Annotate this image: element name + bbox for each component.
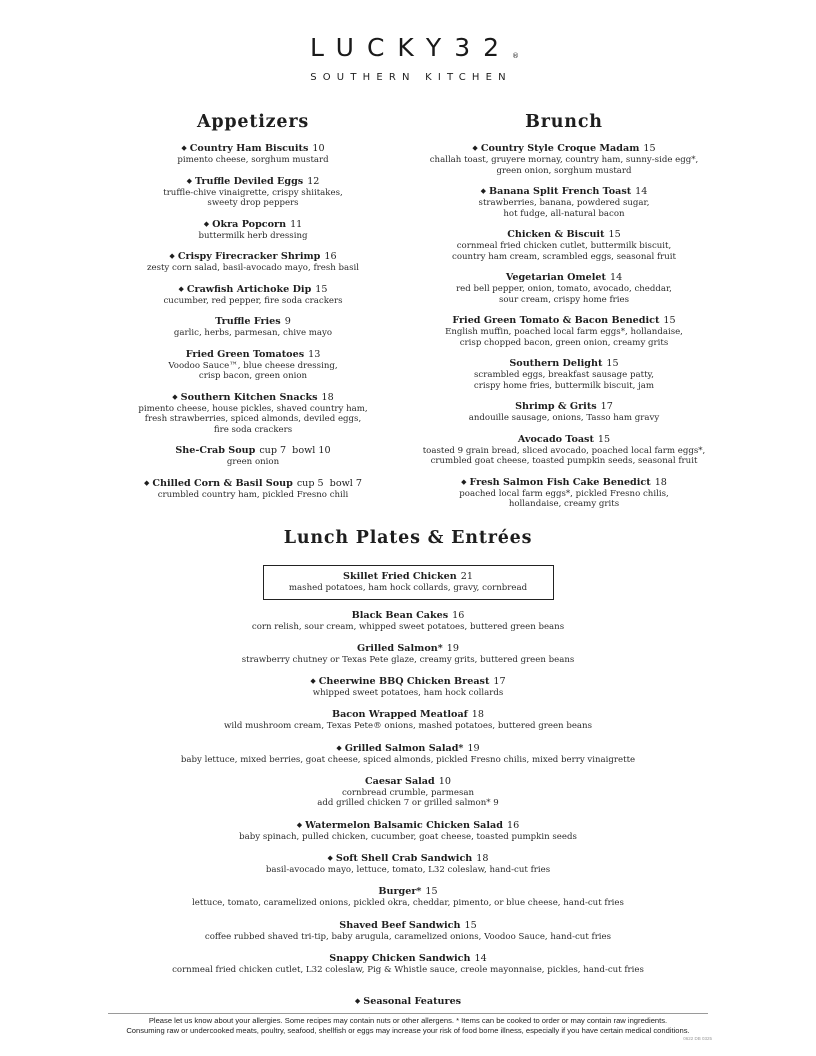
bowl-price: bowl 7 — [329, 477, 363, 489]
menu-item-header — [112, 349, 394, 361]
menu-item-price: 15 — [608, 229, 621, 240]
menu-item-price: 15 — [643, 143, 656, 154]
menu-item-price: 15 — [464, 919, 477, 931]
menu-item-header — [108, 853, 708, 865]
menu-item-description: fresh strawberries, spiced almonds, deviled eggs, — [144, 414, 362, 424]
menu-item — [108, 743, 708, 766]
seasonal-features — [0, 996, 816, 1008]
menu-item-name: Truffle Fries — [215, 316, 281, 327]
menu-item — [112, 478, 394, 501]
menu-item-header — [112, 478, 394, 490]
menu-item-name: Avocado Toast — [517, 433, 594, 445]
menu-item — [112, 349, 394, 382]
menu-item-header — [264, 571, 553, 583]
menu-item-header — [108, 886, 708, 898]
menu-item — [108, 820, 708, 843]
brunch-title: Brunch — [525, 112, 603, 132]
menu-item-price: 18 — [471, 709, 485, 721]
menu-item-description: basil-avocado mayo, lettuce, tomato, L32 coleslaw, hand-cut fries — [265, 865, 551, 876]
brunch-section — [416, 112, 712, 520]
menu-item-name: Vegetarian Omelet — [505, 272, 606, 283]
menu-item-price: 16 — [452, 609, 465, 621]
diamond-icon: ◆ — [178, 284, 184, 293]
menu-item-header — [416, 315, 712, 327]
menu-item-header — [112, 284, 394, 296]
menu-item-description: cornbread crumble, parmesan — [341, 787, 475, 798]
menu-item-header — [108, 776, 708, 788]
menu-item-name: Grilled Salmon* — [357, 642, 443, 654]
diamond-icon: ◆ — [461, 477, 467, 486]
diamond-icon: ◆ — [172, 392, 178, 401]
menu-item-price: 14 — [635, 186, 648, 197]
menu-item-header — [416, 434, 712, 446]
menu-item-description: crisp bacon, green onion — [198, 371, 308, 381]
menu-item-name: Bacon Wrapped Meatloaf — [331, 709, 468, 721]
menu-item-description: strawberry chutney or Texas Pete glaze, creamy grits, buttered green beans — [241, 654, 575, 665]
menu-item-header — [416, 401, 712, 413]
menu-item-price: 14 — [474, 952, 487, 964]
brand-name: LUCKY32 — [309, 33, 513, 62]
menu-item — [416, 358, 712, 391]
brunch-list — [416, 143, 712, 510]
menu-item-description: crisp chopped bacon, green onion, creamy grits — [459, 337, 669, 348]
menu-item-description: baby spinach, pulled chicken, cucumber, goat cheese, toasted pumpkin seeds — [239, 831, 577, 842]
menu-item-name: Burger* — [378, 886, 422, 898]
bowl-price: bowl 10 — [292, 445, 331, 456]
menu-item — [416, 229, 712, 262]
menu-item — [108, 643, 708, 666]
menu-item-price: 19 — [446, 642, 459, 654]
menu-item — [108, 709, 708, 732]
menu-item-description: crumbled country ham, pickled Fresno chili — [157, 489, 349, 500]
menu-item-price: 14 — [609, 272, 623, 283]
menu-item-description: buttermilk herb dressing — [198, 230, 308, 241]
logo-tagline: SOUTHERN KITCHEN — [310, 72, 512, 83]
menu-item-price: 18 — [654, 476, 667, 488]
cup-price: cup 5 — [296, 477, 324, 489]
menu-item-description: pimento cheese, sorghum mustard — [177, 155, 329, 165]
menu-item — [112, 445, 394, 468]
lunch-section — [108, 528, 708, 986]
appetizers-section — [112, 112, 394, 510]
menu-item-name: Skillet Fried Chicken — [343, 571, 457, 582]
menu-item-price: 13 — [308, 348, 321, 360]
menu-item — [416, 143, 712, 176]
diamond-icon: ◆ — [480, 187, 486, 195]
menu-item — [108, 676, 708, 699]
menu-item-description: sour cream, crispy home fries — [498, 294, 630, 305]
menu-item-header — [416, 186, 712, 198]
menu-item-description: add grilled chicken 7 or grilled salmon* 9 — [317, 798, 499, 809]
menu-item-price: 9 — [284, 316, 291, 327]
diamond-icon: ◆ — [296, 820, 303, 829]
menu-item-header — [108, 610, 708, 622]
diamond-icon: ◆ — [472, 144, 478, 152]
logo-wordmark — [0, 34, 816, 62]
disclaimer-line-2: Consuming raw or undercooked meats, poultry, seafood, shellfish or eggs may increase your risk of food borne illness, especially if you have certain medical conditions. — [126, 1026, 690, 1035]
menu-item-name: Cheerwine BBQ Chicken Breast — [318, 676, 490, 688]
menu-item-header — [112, 219, 394, 231]
menu-item-price: 10 — [312, 143, 325, 154]
menu-item-description: garlic, herbs, parmesan, chive mayo — [173, 328, 333, 338]
cup-price: cup 7 — [259, 445, 287, 456]
menu-item-header — [416, 229, 712, 241]
menu-item-description: crispy home fries, buttermilk biscuit, jam — [473, 380, 655, 391]
menu-item-description: scrambled eggs, breakfast sausage patty, — [474, 370, 654, 380]
menu-item-header — [108, 743, 708, 755]
menu-item-name: Shaved Beef Sandwich — [339, 919, 461, 931]
footer-divider — [108, 1013, 708, 1014]
menu-item-price: 15 — [606, 358, 619, 369]
menu-item — [112, 316, 394, 339]
menu-item-description: cucumber, red pepper, fire soda crackers — [163, 295, 343, 306]
menu-item-name: Chilled Corn & Basil Soup — [152, 477, 293, 489]
menu-item — [416, 401, 712, 424]
menu-item-description: challah toast, gruyere mornay, country ham, sunny-side egg*, — [429, 155, 699, 165]
menu-item-name: Fried Green Tomatoes — [185, 348, 305, 360]
menu-item — [112, 284, 394, 307]
menu-item-name: She-Crab Soup — [175, 445, 256, 456]
menu-item-price: 16 — [324, 251, 337, 262]
menu-item-description: cornmeal fried chicken cutlet, L32 coleslaw, Pig & Whistle sauce, creole mayonnaise, pickles, hand-cut fries — [172, 964, 644, 975]
diamond-icon: ◆ — [169, 252, 175, 260]
restaurant-logo — [0, 34, 816, 84]
menu-item — [112, 392, 394, 436]
appetizers-title: Appetizers — [196, 112, 310, 132]
menu-item-name: Crawfish Artichoke Dip — [186, 283, 312, 295]
menu-item — [108, 953, 708, 976]
menu-item-price: 15 — [315, 283, 328, 295]
menu-item-description: hot fudge, all-natural bacon — [503, 208, 625, 219]
menu-item — [416, 186, 712, 219]
menu-item-header — [112, 143, 394, 155]
menu-item-price: 19 — [467, 742, 480, 754]
menu-item-price: 21 — [460, 571, 473, 582]
menu-item-description: andouille sausage, onions, Tasso ham gravy — [468, 413, 660, 423]
menu-item-description: sweety drop peppers — [207, 198, 299, 208]
menu-item-name: Snappy Chicken Sandwich — [329, 952, 471, 964]
menu-item-description: truffle-chive vinaigrette, crispy shiitakes, — [163, 187, 343, 198]
menu-item-header — [112, 316, 394, 328]
menu-item-description: lettuce, tomato, caramelized onions, pickled okra, cheddar, pimento, or blue cheese, hand-cut fries — [192, 898, 624, 909]
menu-item-name: Banana Split French Toast — [489, 186, 632, 197]
menu-item — [108, 853, 708, 876]
diamond-icon: ◆ — [310, 677, 316, 686]
menu-code: 0622 DB 0325 — [683, 1036, 712, 1041]
menu-item-name: Crispy Firecracker Shrimp — [177, 251, 321, 262]
menu-item-description: hollandaise, creamy grits — [508, 499, 620, 509]
allergy-disclaimer — [40, 1016, 776, 1036]
menu-item — [108, 776, 708, 809]
menu-item-name: Chicken & Biscuit — [507, 229, 605, 240]
menu-item-description: toasted 9 grain bread, sliced avocado, poached local farm eggs*, — [422, 445, 706, 456]
menu-item-price: 12 — [307, 175, 320, 187]
menu-item-price: 16 — [506, 819, 520, 831]
menu-item-price: 15 — [597, 433, 611, 445]
diamond-icon: ◆ — [186, 176, 192, 185]
menu-item-header — [416, 477, 712, 489]
menu-item-price: 18 — [321, 391, 334, 403]
menu-item-description: green onion, sorghum mustard — [496, 165, 632, 176]
menu-item-description: crumbled goat cheese, toasted pumpkin seeds, seasonal fruit — [430, 456, 698, 466]
menu-item-description: fire soda crackers — [213, 424, 293, 435]
menu-item-header — [108, 676, 708, 688]
menu-item-header — [112, 251, 394, 263]
menu-item-price: 17 — [493, 676, 506, 688]
menu-item-price: 17 — [600, 401, 613, 412]
menu-item-header — [108, 820, 708, 832]
registered-mark: ® — [512, 52, 520, 60]
menu-item-header — [416, 143, 712, 155]
menu-item — [112, 219, 394, 242]
lunch-list — [108, 610, 708, 976]
menu-item-description: pimento cheese, house pickles, shaved country ham, — [138, 403, 368, 414]
menu-item-description: baby lettuce, mixed berries, goat cheese, spiced almonds, pickled Fresno chilis, mixed berry vinaigrette — [180, 754, 636, 765]
menu-item — [112, 176, 394, 209]
menu-item-price: 11 — [290, 218, 303, 230]
menu-item-description: whipped sweet potatoes, ham hock collards — [312, 688, 504, 699]
menu-item-name: Southern Kitchen Snacks — [180, 391, 318, 403]
menu-item-description: wild mushroom cream, Texas Pete® onions, mashed potatoes, buttered green beans — [224, 721, 592, 732]
menu-item-description: English muffin, poached local farm eggs*, hollandaise, — [445, 327, 683, 337]
menu-item-name: Okra Popcorn — [212, 218, 287, 230]
menu-item — [108, 886, 708, 909]
featured-item-box — [263, 565, 554, 600]
lunch-title: Lunch Plates & Entrées — [283, 528, 533, 548]
diamond-icon: ◆ — [336, 743, 342, 752]
menu-item-header — [108, 953, 708, 965]
menu-item — [108, 610, 708, 633]
menu-item-price: 18 — [476, 853, 489, 865]
menu-item-header — [416, 358, 712, 370]
menu-item-name: Truffle Deviled Eggs — [194, 175, 304, 187]
menu-item — [416, 434, 712, 467]
menu-item-header — [112, 176, 394, 188]
menu-item-name: Country Ham Biscuits — [189, 143, 309, 154]
diamond-icon: ◆ — [203, 219, 210, 228]
diamond-icon: ◆ — [327, 854, 333, 863]
diamond-icon: ◆ — [181, 144, 187, 152]
menu-item — [108, 920, 708, 943]
menu-item-name: Grilled Salmon Salad* — [344, 742, 464, 754]
seasonal-label: Seasonal Features — [363, 996, 462, 1007]
menu-item-description: strawberries, banana, powdered sugar, — [478, 198, 650, 208]
menu-item-name: Black Bean Cakes — [351, 609, 449, 621]
menu-item-description: Voodoo Sauce™, blue cheese dressing, — [168, 360, 338, 371]
menu-item-header — [108, 709, 708, 721]
menu-item-description: mashed potatoes, ham hock collards, gravy, cornbread — [288, 583, 528, 593]
menu-item — [416, 315, 712, 348]
diamond-icon: ◆ — [354, 996, 361, 1005]
menu-item-header — [108, 643, 708, 655]
menu-item-header — [416, 272, 712, 284]
menu-item-name: Soft Shell Crab Sandwich — [335, 853, 473, 865]
menu-item-name: Fried Green Tomato & Bacon Benedict — [452, 315, 660, 326]
menu-item-price: 10 — [438, 775, 451, 787]
menu-item — [112, 251, 394, 274]
menu-item — [112, 143, 394, 166]
menu-item-name: Fresh Salmon Fish Cake Benedict — [469, 476, 651, 488]
menu-item-description: green onion — [226, 457, 280, 467]
menu-item-description: poached local farm eggs*, pickled Fresno chilis, — [459, 488, 669, 499]
menu-item-name: Caesar Salad — [365, 775, 435, 787]
appetizers-list — [112, 143, 394, 500]
menu-item-price: 15 — [663, 315, 676, 326]
menu-item-description: zesty corn salad, basil-avocado mayo, fresh basil — [146, 263, 360, 273]
menu-item-description: country ham cream, scrambled eggs, seasonal fruit — [452, 251, 676, 262]
menu-item-header — [112, 445, 394, 457]
menu-item-name: Southern Delight — [509, 358, 603, 369]
disclaimer-line-1: Please let us know about your allergies. Some recipes may contain nuts or other allergens. * Items can be cooked to order or may contain raw ingredients. — [148, 1016, 668, 1025]
menu-item-description: coffee rubbed shaved tri-tip, baby arugula, caramelized onions, Voodoo Sauce, hand-cut fries — [204, 931, 612, 942]
menu-item-header — [108, 920, 708, 932]
menu-item-name: Watermelon Balsamic Chicken Salad — [305, 819, 503, 831]
menu-item-header — [112, 392, 394, 404]
menu-item-name: Shrimp & Grits — [515, 401, 597, 412]
diamond-icon: ◆ — [143, 478, 150, 487]
menu-item-price: 15 — [425, 886, 438, 898]
menu-item — [416, 272, 712, 305]
menu-item-description: red bell pepper, onion, tomato, avocado, cheddar, — [456, 284, 672, 294]
menu-item-description: corn relish, sour cream, whipped sweet potatoes, buttered green beans — [251, 621, 565, 632]
menu-item-name: Country Style Croque Madam — [480, 143, 640, 154]
menu-item-description: cornmeal fried chicken cutlet, buttermilk biscuit, — [456, 241, 672, 251]
menu-item — [416, 477, 712, 510]
